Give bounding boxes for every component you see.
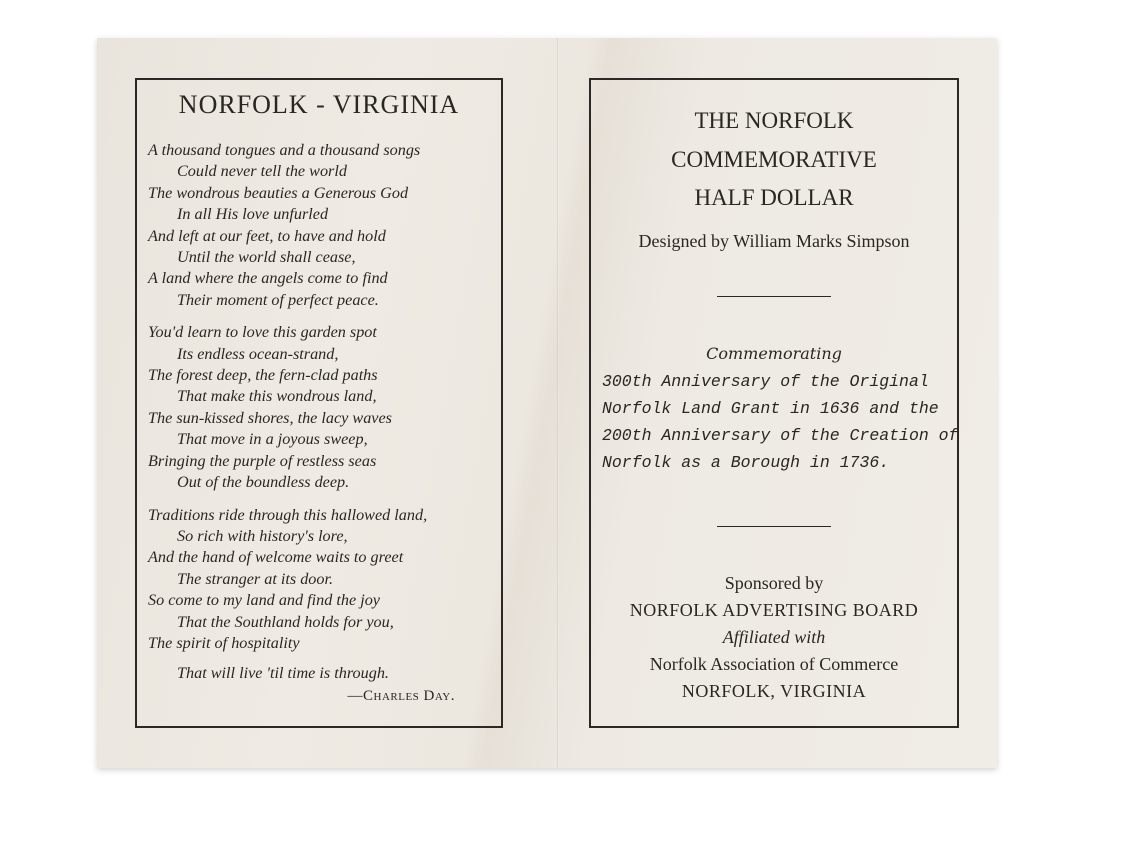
coin-info-panel bbox=[589, 78, 959, 728]
poem-line: That make this wondrous land, bbox=[177, 387, 377, 406]
sponsor-block bbox=[591, 570, 957, 705]
poem-line: A land where the angels come to find bbox=[148, 269, 388, 288]
coin-title-line: HALF DOLLAR bbox=[694, 185, 854, 210]
poem-line: That the Southland holds for you, bbox=[177, 612, 394, 631]
poem-line: The forest deep, the fern-clad paths bbox=[148, 366, 378, 385]
commemorating-text bbox=[602, 368, 959, 476]
poem-line: Its endless ocean-strand, bbox=[177, 344, 339, 363]
commemorating-line: 300th Anniversary of the Original bbox=[602, 372, 929, 391]
poem-line: Out of the boundless deep. bbox=[177, 473, 350, 492]
advertising-board: NORFOLK ADVERTISING BOARD bbox=[629, 600, 919, 620]
poem-line: The spirit of hospitality bbox=[148, 633, 300, 652]
poem-line: That move in a joyous sweep, bbox=[177, 430, 368, 449]
poem-line: A thousand tongues and a thousand songs bbox=[148, 141, 421, 159]
poem-line: Until the world shall cease, bbox=[177, 248, 356, 267]
city-name: NORFOLK, VIRGINIA bbox=[681, 681, 867, 701]
poem-line: You'd learn to love this garden spot bbox=[148, 323, 377, 342]
poem-last-line: That will live 'til time is through. bbox=[177, 664, 389, 682]
poem-line: Could never tell the world bbox=[177, 162, 347, 181]
association-name: Norfolk Association of Commerce bbox=[649, 654, 899, 674]
poem-body bbox=[148, 140, 498, 665]
poem-author: —Charles Day. bbox=[347, 688, 455, 704]
commemorating-line: Norfolk as a Borough in 1736. bbox=[602, 453, 890, 472]
sponsored-by-label: Sponsored by bbox=[724, 573, 824, 593]
commemorating-line: 200th Anniversary of the Creation of bbox=[602, 426, 959, 445]
commemorating-line: Norfolk Land Grant in 1636 and the bbox=[602, 399, 939, 418]
stanza-2 bbox=[148, 322, 498, 493]
designer-credit: Designed by William Marks Simpson bbox=[638, 231, 910, 251]
poem-line: In all His love unfurled bbox=[177, 205, 329, 224]
poem-line: Their moment of perfect peace. bbox=[177, 290, 379, 309]
poem-line: And the hand of welcome waits to greet bbox=[148, 548, 404, 567]
divider-rule bbox=[717, 526, 831, 527]
poem-line: So come to my land and find the joy bbox=[148, 591, 380, 610]
poem-line: The wondrous beauties a Generous God bbox=[148, 183, 409, 202]
poem-line: Traditions ride through this hallowed land, bbox=[148, 505, 428, 524]
poem-line: Bringing the purple of restless seas bbox=[148, 451, 377, 470]
stanza-1 bbox=[148, 140, 498, 311]
coin-title-line: THE NORFOLK bbox=[694, 108, 854, 133]
poem-line: And left at our feet, to have and hold bbox=[148, 226, 386, 245]
poem-panel bbox=[135, 78, 503, 728]
coin-title-line: COMMEMORATIVE bbox=[671, 146, 877, 172]
poem-line: So rich with history's lore, bbox=[177, 526, 348, 545]
poem-line: The sun-kissed shores, the lacy waves bbox=[148, 408, 392, 427]
center-fold bbox=[557, 38, 559, 768]
stanza-3 bbox=[148, 505, 498, 655]
affiliated-label: Affiliated with bbox=[722, 627, 826, 647]
coin-title bbox=[591, 102, 957, 218]
divider-rule bbox=[717, 296, 831, 297]
poem-line: The stranger at its door. bbox=[177, 569, 334, 588]
poem-title: NORFOLK - VIRGINIA bbox=[178, 90, 460, 119]
commemorating-label: Commemorating bbox=[706, 344, 842, 363]
